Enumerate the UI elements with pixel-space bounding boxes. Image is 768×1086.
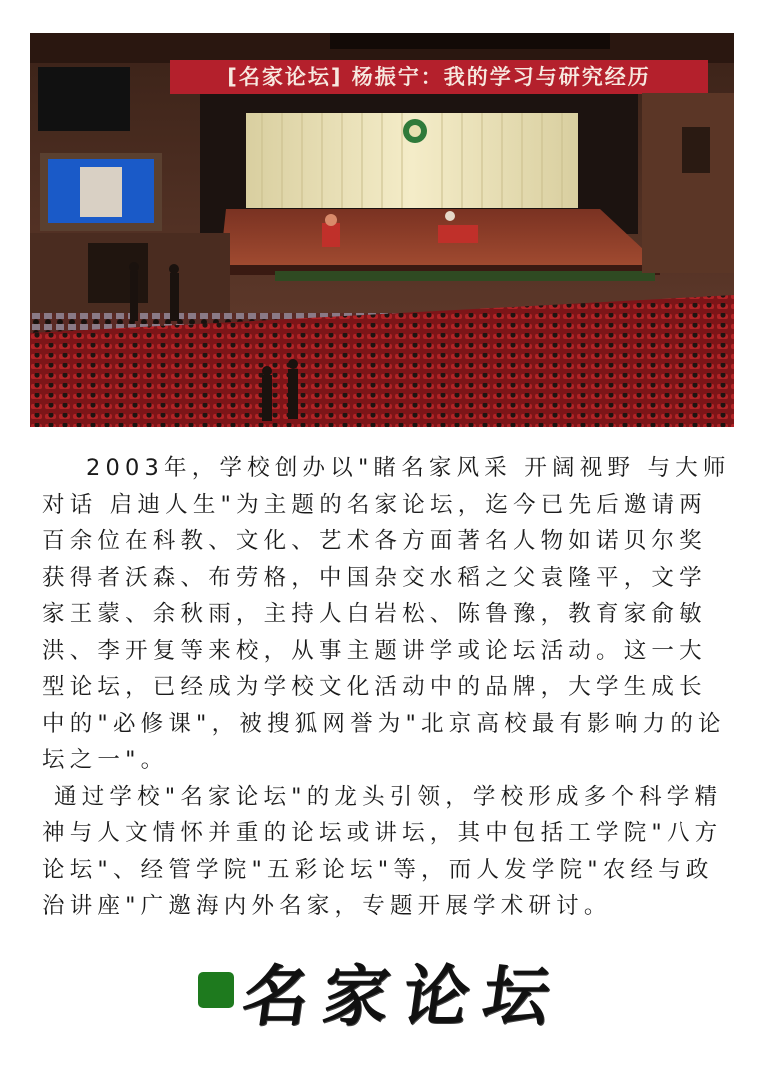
article-body <box>42 450 732 925</box>
banner-text: [名家论坛] 杨振宁：我的学习与研究经历 <box>227 65 651 89</box>
green-square-icon <box>198 972 234 1008</box>
podium <box>322 223 340 247</box>
brand-logo <box>198 952 569 1035</box>
article-paragraph-1: 2003年，学校创办以"睹名家风采 开阔视野 与大师对话 启迪人生"为主题的名家论坛，迄今已先后邀请两百余位在科教、文化、艺术各方面著名人物如诺贝尔奖获得者沃森、布劳格，中国杂交水稻之父袁隆平，文学家王蒙、余秋雨，主持人白岩松、陈鲁豫，教育家俞敏洪、李开复等来校，从事主题讲学或论坛活动。这一大型论坛，已经成为学校文化活动中的品牌，大学生成长中的"必修课"，被搜狐网誉为"北京高校最有影响力的论坛之一"。 <box>42 455 731 773</box>
article-paragraph-2: 通过学校"名家论坛"的龙头引领，学校形成多个科学精神与人文情怀并重的论坛或讲坛，其中包括工学院"八方论坛"、经管学院"五彩论坛"等，而人发学院"农经与政治讲座"广邀海内外名家，专题开展学术研讨。 <box>42 783 723 919</box>
lecture-hall-photo <box>30 33 734 427</box>
brand-title: 名家论坛 <box>237 956 569 1035</box>
lecture-table <box>438 225 478 243</box>
